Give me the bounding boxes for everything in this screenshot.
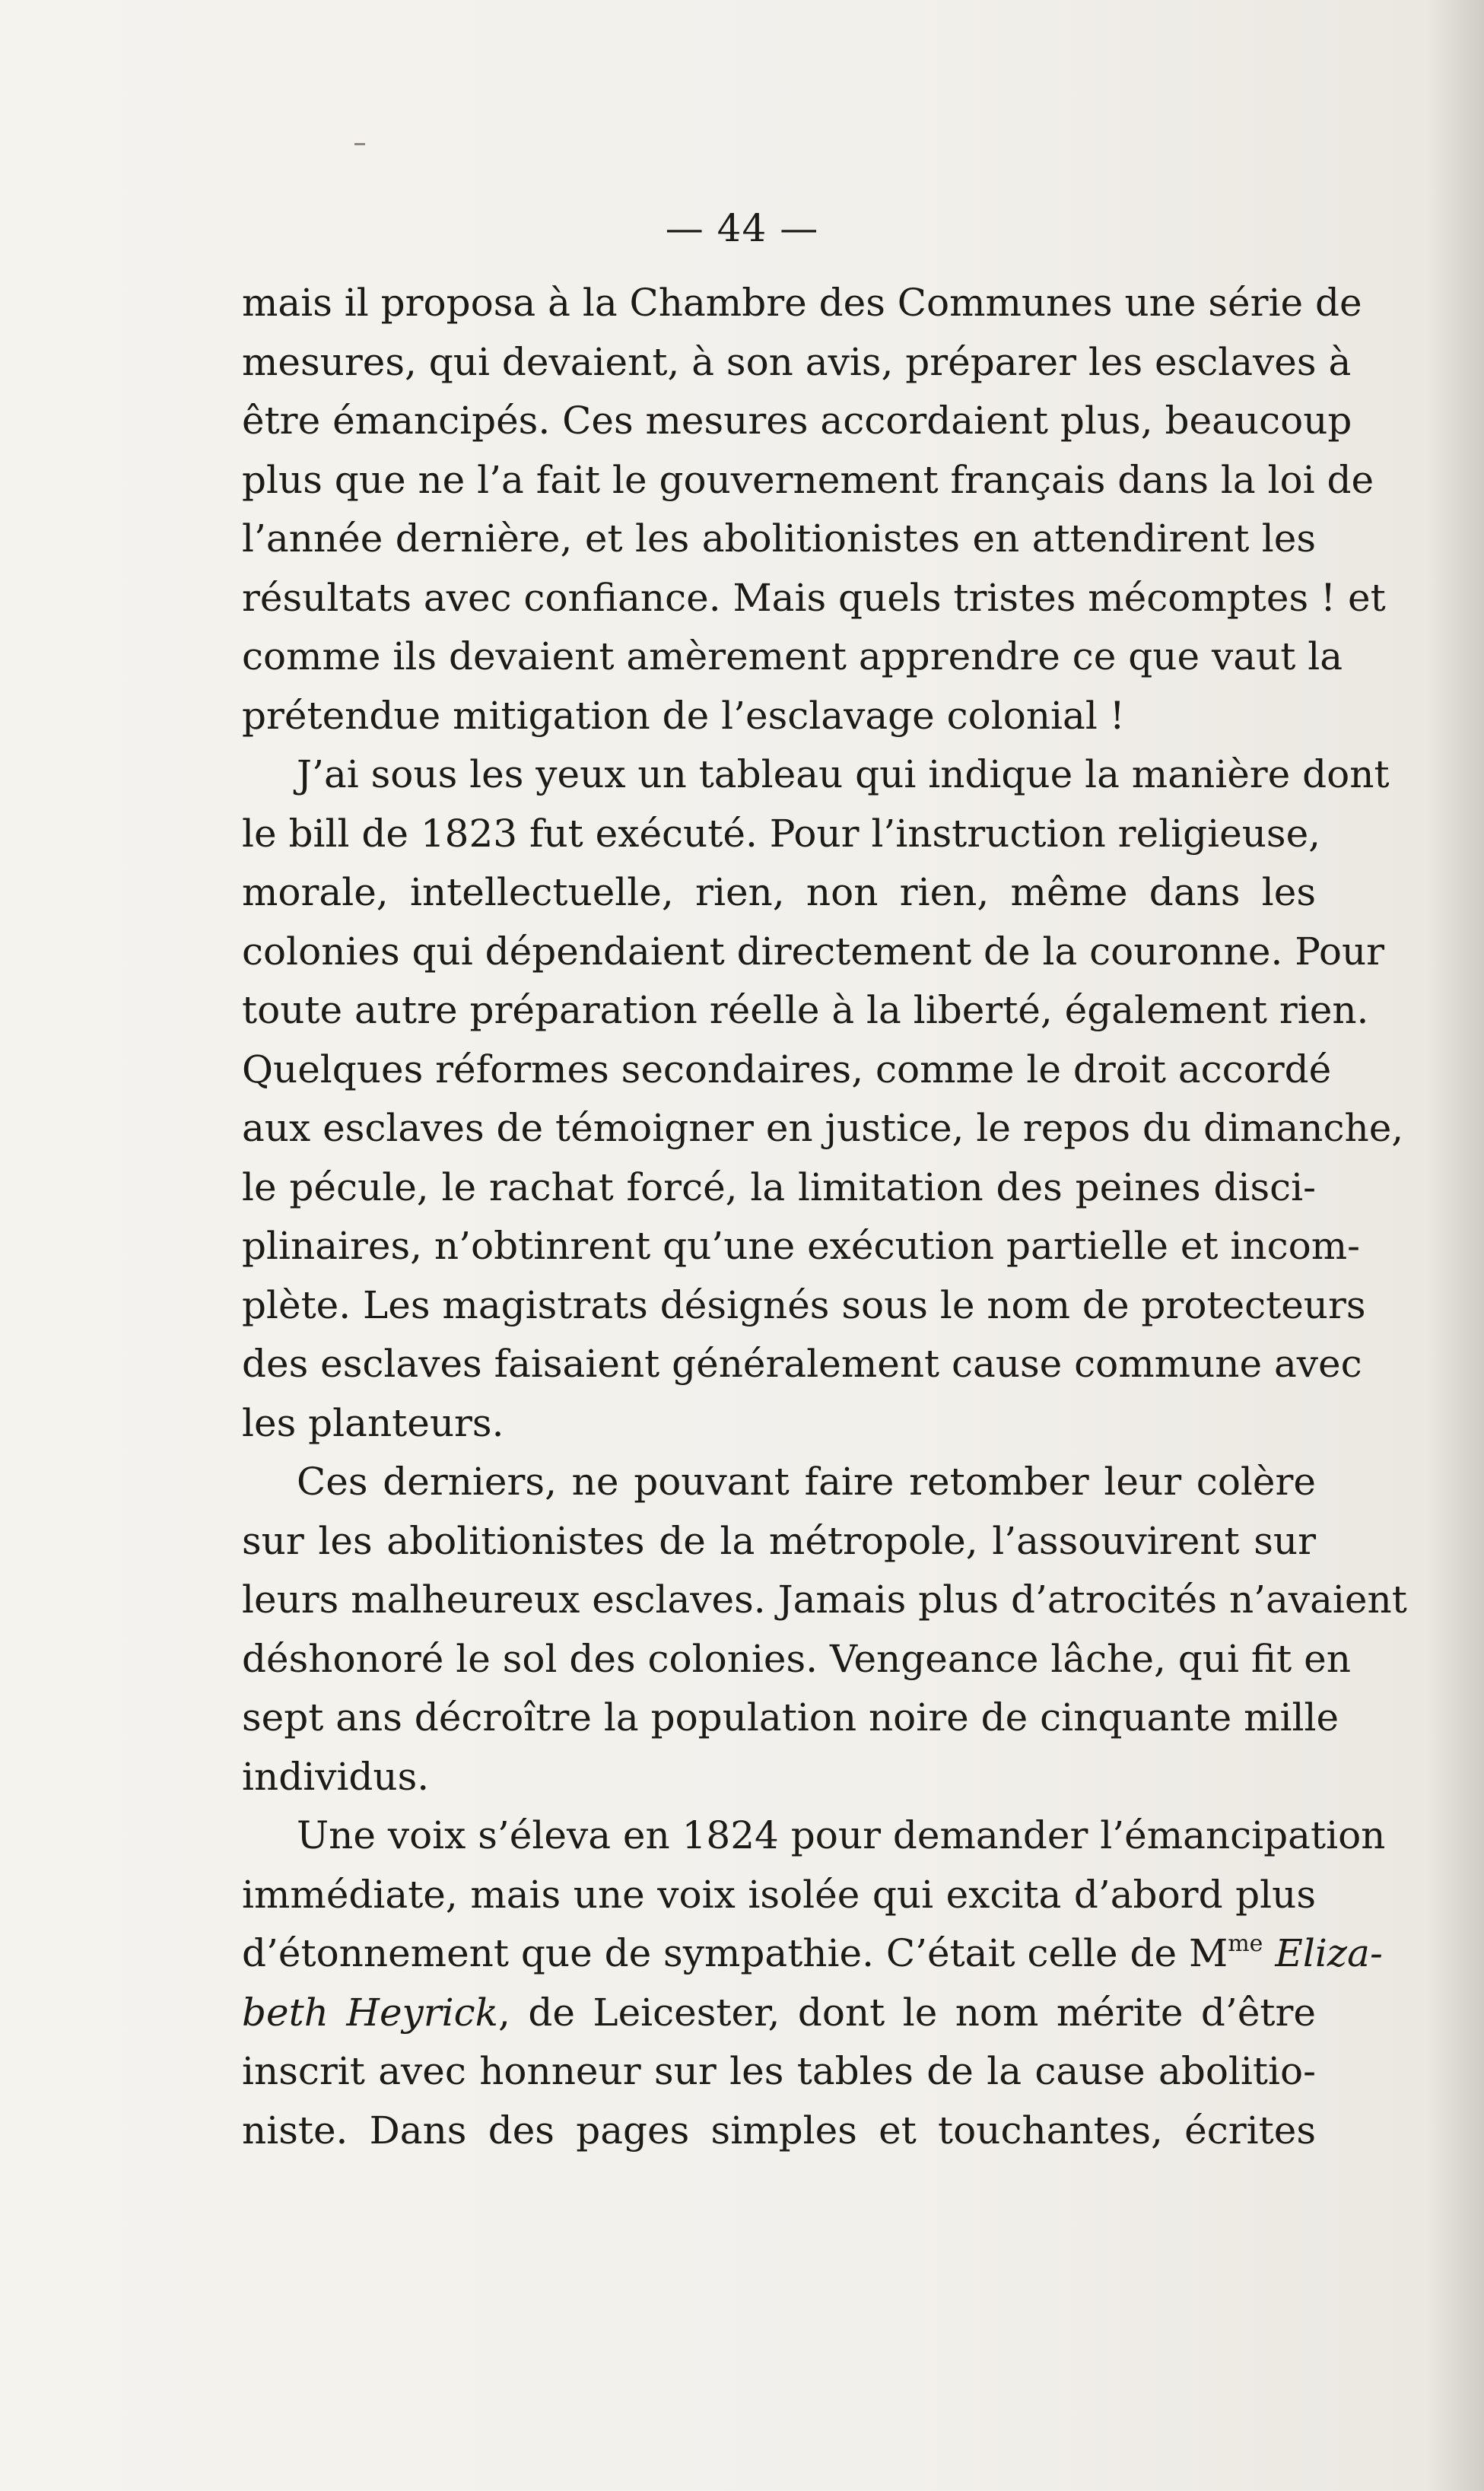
text-line: sur les abolitionistes de la métropole, l’assouvirent sur — [242, 1518, 1316, 1563]
text-run — [1263, 1931, 1275, 1975]
text-line: comme ils devaient amèrement apprendre ce que vaut la — [242, 634, 1343, 678]
text-line — [242, 1924, 1383, 1984]
stray-ink-mark — [354, 143, 365, 145]
text-line: plinaires, n’obtinrent qu’une exécution partielle et incom- — [242, 1224, 1360, 1268]
text-line: toute autre préparation réelle à la liberté, également rien. — [242, 988, 1369, 1032]
text-line: plus que ne l’a fait le gouvernement français dans la loi de — [242, 457, 1374, 502]
text-line: individus. — [242, 1754, 430, 1799]
text-line: niste. Dans des pages simples et touchantes, écrites — [242, 2108, 1316, 2153]
text-line: Une voix s’éleva en 1824 pour demander l’émancipation — [297, 1813, 1386, 1857]
text-line: prétendue mitigation de l’esclavage colonial ! — [242, 693, 1125, 738]
italic-name: beth Heyrick — [242, 1990, 498, 2035]
text-line: des esclaves faisaient généralement cause commune avec — [242, 1342, 1362, 1386]
text-line: être émancipés. Ces mesures accordaient plus, beaucoup — [242, 399, 1352, 443]
text-line: déshonoré le sol des colonies. Vengeance lâche, qui fit en — [242, 1636, 1351, 1681]
text-run: d’étonnement que de sympathie. C’était celle de M — [242, 1931, 1228, 1975]
text-line: Ces derniers, ne pouvant faire retomber leur colère — [297, 1460, 1316, 1504]
text-line: immédiate, mais une voix isolée qui excita d’abord plus — [242, 1872, 1316, 1917]
superscript-abbreviation: me — [1228, 1930, 1263, 1957]
body-text — [242, 274, 1407, 2160]
text-line: le bill de 1823 fut exécuté. Pour l’instruction religieuse, — [242, 811, 1321, 856]
text-line: sept ans décroître la population noire de cinquante mille — [242, 1695, 1339, 1740]
italic-name: Eliza- — [1275, 1931, 1383, 1975]
text-line: colonies qui dépendaient directement de la couronne. Pour — [242, 929, 1385, 974]
text-run: , de Leicester, dont le nom mérite d’être — [497, 1990, 1316, 2035]
text-line — [242, 1984, 1316, 2043]
page-number: — 44 — — [665, 206, 819, 250]
text-line: J’ai sous les yeux un tableau qui indique la manière dont — [297, 752, 1390, 796]
text-line: aux esclaves de témoigner en justice, le repos du dimanche, — [242, 1106, 1404, 1150]
text-line: inscrit avec honneur sur les tables de la cause abolitio- — [242, 2049, 1316, 2093]
text-line: résultats avec confiance. Mais quels tristes mécomptes ! et — [242, 575, 1386, 620]
text-line: leurs malheureux esclaves. Jamais plus d’atrocités n’avaient — [242, 1578, 1407, 1622]
text-line: mais il proposa à la Chambre des Communes une série de — [242, 281, 1362, 325]
text-line: Quelques réformes secondaires, comme le droit accordé — [242, 1047, 1332, 1091]
text-line: le pécule, le rachat forcé, la limitation des peines disci- — [242, 1164, 1316, 1209]
text-line: l’année dernière, et les abolitionistes en attendirent les — [242, 516, 1316, 561]
text-line: mesures, qui devaient, à son avis, préparer les esclaves à — [242, 339, 1352, 384]
text-line: morale, intellectuelle, rien, non rien, même dans les — [242, 870, 1316, 914]
text-line: plète. Les magistrats désignés sous le nom de protecteurs — [242, 1282, 1366, 1327]
page-edge-shadow — [1431, 0, 1484, 2491]
text-line: les planteurs. — [242, 1400, 504, 1445]
